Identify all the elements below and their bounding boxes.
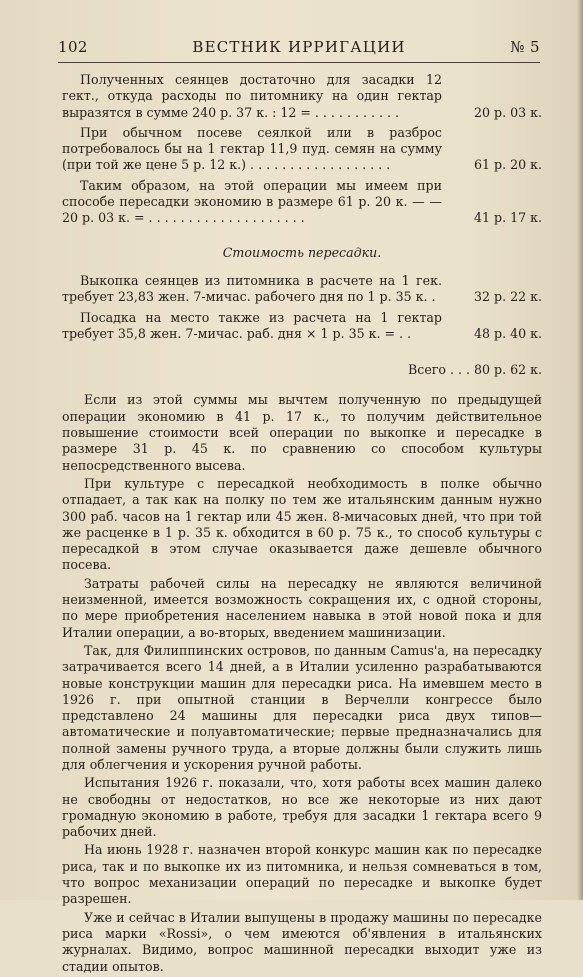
body-paragraph: Испытания 1926 г. показали, что, хотя работы всех машин далеко не свободны от недостатков, но все же некоторые из них дают громадную экономию в работе, требуя для засадки 1 гектара всего 9 рабочих дней. (62, 775, 542, 840)
cost-item-text: При обычном посеве сеялкой или в разброс потребовалось бы на 1 гектар 11,9 пуд. семян на сумму (при той же цене 5 р. 12 к.) . . . . . . . . . . . . . . . . . . (62, 124, 442, 173)
transplant-item-amount: 32 р. 22 к. (474, 289, 542, 305)
total-line (62, 362, 542, 378)
cost-item-amount: 20 р. 03 к. (474, 104, 542, 120)
header-rule (58, 62, 540, 63)
cost-item (62, 72, 542, 121)
issue-number: № 5 (510, 38, 540, 56)
cost-item (62, 125, 542, 174)
page-number: 102 (58, 38, 88, 56)
page-edge-shadow (577, 0, 583, 900)
running-header (58, 38, 540, 60)
transplant-item-text: Посадка на место также из расчета на 1 гектар требует 35,8 жен. 7-мичас. раб. дня × 1 р. 35 к. = . . (62, 309, 442, 341)
total-amount: 80 р. 62 к. (474, 362, 542, 378)
transplant-item (62, 310, 542, 343)
cost-item (62, 178, 542, 227)
transplant-item (62, 273, 542, 306)
total-label: Всего . . . (408, 362, 470, 378)
body-paragraph: Так, для Филиппинских островов, по данным Camus'a, на пересадку затрачивается всего 14 дней, а в Италии усиленно разрабатываются новые конструкции машин для пересадки риса. На имевшем место в 1926 г. при опытной станции в Верчелли конгрессе было представлено 24 машины для пересадки риса двух типов—автоматические и полуавтоматические; первые предназначались для полной замены ручного труда, а вторые должны были служить лишь для облегчения и ускорения ручной работы. (62, 642, 542, 772)
cost-item-amount: 61 р. 20 к. (474, 157, 542, 173)
journal-title: ВЕСТНИК ИРРИГАЦИИ (192, 38, 406, 56)
transplant-item-text: Выкопка сеянцев из питомника в расчете на 1 гек. требует 23,83 жен. 7-мичас. рабочего дня по 1 р. 35 к. . (62, 272, 442, 305)
cost-item-amount: 41 р. 17 к. (474, 210, 542, 226)
cost-item-text: Полученных сеянцев достаточно для засадки 12 гект., откуда расходы по питомнику на один гектар выразятся в сумме 240 р. 37 к. : 12 = . . . . . . . . . . . (62, 72, 442, 120)
transplant-item-amount: 48 р. 40 к. (474, 325, 542, 341)
cost-item-text: Таким образом, на этой операции мы имеем при способе пересадки экономию в размере 61 р. 20 к. — — 20 р. 03 к. = . . . . . . . . . . . . . . . . . . . . (62, 177, 442, 226)
body-paragraph: Если из этой суммы мы вычтем полученную по предыдущей операции экономию в 41 р. 17 к., то получим действительное повышение стоимости всей операции по выкопке и пересадке в размере 31 р. 45 к. по сравнению со способом культуры непосредственного высева. (62, 392, 542, 473)
body-paragraph: Уже и сейчас в Италии выпущены в продажу машины по пересадке риса марки «Rossi», о чем имеются об'явления в итальянских журналах. Видимо, вопрос машинной пересадки выходит уже из стадии опытов. (62, 909, 542, 974)
body-paragraph: При культуре с пересадкой необходимость в полке обычно отпадает, а так как на полку по тем же итальянским данным нужно 300 раб. часов на 1 гектар или 45 жен. 8-мичасовых дней, что при той же расценке в 1 р. 35 к. обходится в 60 р. 75 к., то способ культуры с пересадкой в этом случае оказывается даже дешевле обычного посева. (62, 475, 542, 573)
body-paragraph: Затраты рабочей силы на пересадку не являются величиной неизменной, имеется возможность сокращения их, с одной стороны, по мере приобретения населением навыка в этой новой пока и для Италии операции, а во-вторых, введением машинизации. (62, 575, 542, 640)
page-body (62, 72, 542, 977)
body-paragraph: На июнь 1928 г. назначен второй конкурс машин как по пересадке риса, так и по выкопке их из питомника, и нельзя сомневаться в том, что вопрос механизации операций по пересадке и выкопке будет разрешен. (62, 842, 542, 907)
section-heading: Стоимость пересадки. (222, 244, 382, 260)
